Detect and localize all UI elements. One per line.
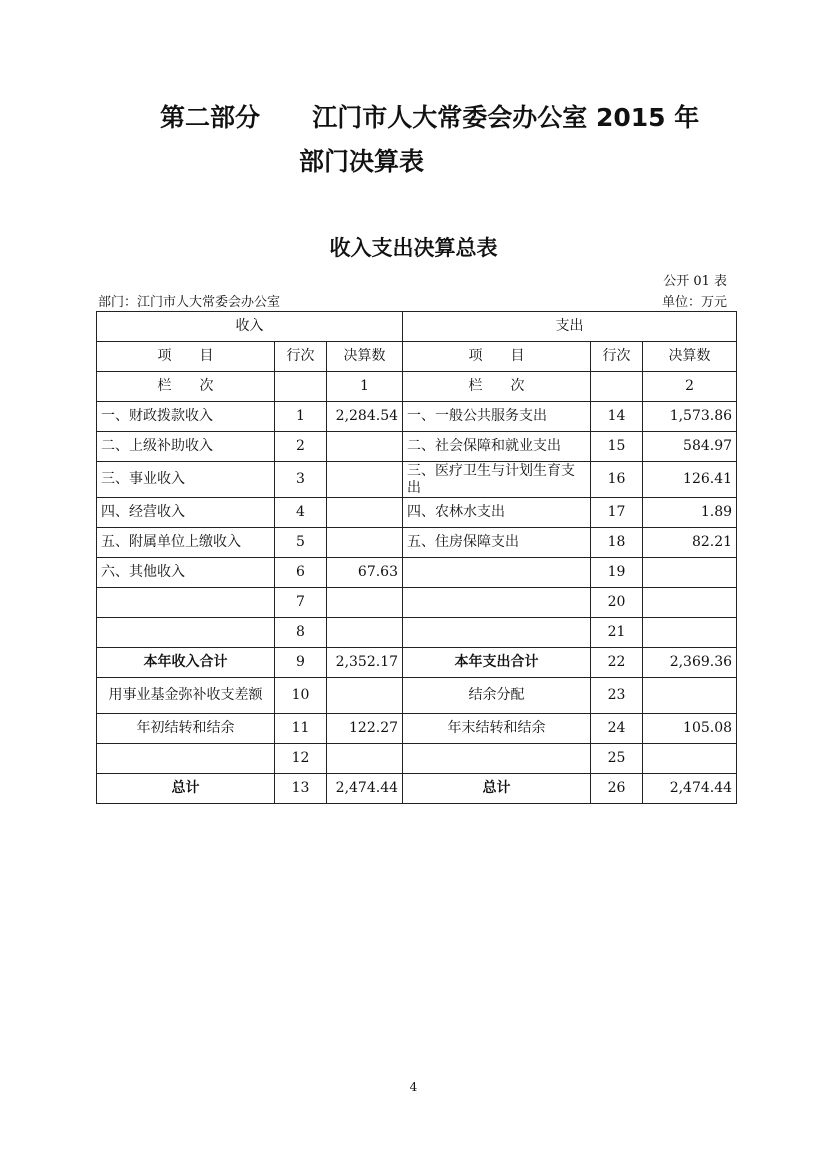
income-seq-label: 栏 次 (97, 372, 275, 402)
income-amount-cell (327, 498, 403, 528)
table-row (97, 648, 737, 678)
income-item-cell: 总计 (97, 774, 275, 804)
expense-item-cell: 五、住房保障支出 (403, 528, 591, 558)
income-line-cell: 3 (275, 462, 327, 498)
income-expense-table (96, 311, 737, 804)
expense-amount-cell: 1,573.86 (643, 402, 737, 432)
income-seq-blank (275, 372, 327, 402)
income-item-cell: 一、财政拨款收入 (97, 402, 275, 432)
expense-line-cell: 14 (591, 402, 643, 432)
income-amount-cell (327, 528, 403, 558)
heading-part: 第二部分 (160, 103, 261, 132)
income-amount-cell: 67.63 (327, 558, 403, 588)
expense-amount-cell (643, 744, 737, 774)
expense-line-cell: 22 (591, 648, 643, 678)
income-line-header: 行次 (275, 342, 327, 372)
page-number: 4 (409, 1080, 418, 1094)
expense-amount-cell: 105.08 (643, 714, 737, 744)
expense-amount-cell: 2,474.44 (643, 774, 737, 804)
expense-seq-number: 2 (643, 372, 737, 402)
income-line-cell: 8 (275, 618, 327, 648)
department-label: 部门：江门市人大常委会办公室 (98, 295, 281, 310)
income-item-cell (97, 618, 275, 648)
expense-line-cell: 17 (591, 498, 643, 528)
table-row (97, 714, 737, 744)
expense-item-cell: 一、一般公共服务支出 (403, 402, 591, 432)
table-row (97, 774, 737, 804)
heading-org-year: 江门市人大常委会办公室 2015 年 (312, 103, 700, 132)
income-amount-cell (327, 678, 403, 714)
expense-line-cell: 16 (591, 462, 643, 498)
income-item-cell: 六、其他收入 (97, 558, 275, 588)
income-amount-cell (327, 462, 403, 498)
income-item-cell (97, 588, 275, 618)
table-row (97, 462, 737, 498)
table-row (97, 498, 737, 528)
expense-header: 支出 (403, 312, 737, 342)
income-line-cell: 12 (275, 744, 327, 774)
income-amount-cell (327, 588, 403, 618)
income-line-cell: 10 (275, 678, 327, 714)
table-row (97, 618, 737, 648)
table-row (97, 588, 737, 618)
income-line-cell: 9 (275, 648, 327, 678)
form-code: 公开 01 表 (663, 274, 727, 289)
expense-amount-cell: 1.89 (643, 498, 737, 528)
income-amount-cell: 2,352.17 (327, 648, 403, 678)
expense-amount-cell: 2,369.36 (643, 648, 737, 678)
heading-subtitle: 部门决算表 (299, 147, 425, 176)
expense-item-cell (403, 744, 591, 774)
expense-item-cell: 结余分配 (403, 678, 591, 714)
expense-line-cell: 20 (591, 588, 643, 618)
expense-amount-cell (643, 678, 737, 714)
expense-line-cell: 15 (591, 432, 643, 462)
table-row (97, 558, 737, 588)
expense-item-header: 项 目 (403, 342, 591, 372)
column-seq-row (97, 372, 737, 402)
table-row (97, 402, 737, 432)
expense-item-cell: 年末结转和结余 (403, 714, 591, 744)
table-row (97, 528, 737, 558)
income-line-cell: 6 (275, 558, 327, 588)
expense-amount-cell: 584.97 (643, 432, 737, 462)
table-body (97, 402, 737, 804)
expense-item-cell (403, 588, 591, 618)
expense-amount-cell: 82.21 (643, 528, 737, 558)
table-title: 收入支出决算总表 (329, 236, 498, 260)
income-amount-header: 决算数 (327, 342, 403, 372)
expense-amount-cell (643, 618, 737, 648)
expense-line-cell: 25 (591, 744, 643, 774)
income-amount-cell (327, 744, 403, 774)
income-amount-cell: 2,284.54 (327, 402, 403, 432)
income-item-cell (97, 744, 275, 774)
expense-amount-cell: 126.41 (643, 462, 737, 498)
income-amount-cell: 2,474.44 (327, 774, 403, 804)
income-item-cell: 用事业基金弥补收支差额 (97, 678, 275, 714)
expense-item-cell: 总计 (403, 774, 591, 804)
table-row (97, 678, 737, 714)
expense-seq-label: 栏 次 (403, 372, 591, 402)
expense-amount-cell (643, 588, 737, 618)
expense-amount-cell (643, 558, 737, 588)
expense-line-cell: 23 (591, 678, 643, 714)
income-line-cell: 7 (275, 588, 327, 618)
expense-line-cell: 19 (591, 558, 643, 588)
income-item-cell: 本年收入合计 (97, 648, 275, 678)
income-item-header: 项 目 (97, 342, 275, 372)
income-item-cell: 二、上级补助收入 (97, 432, 275, 462)
unit-label: 单位：万元 (661, 295, 727, 310)
expense-seq-blank (591, 372, 643, 402)
section-header-row (97, 312, 737, 342)
expense-item-cell: 三、医疗卫生与计划生育支出 (403, 462, 591, 498)
table-row (97, 744, 737, 774)
expense-line-cell: 26 (591, 774, 643, 804)
income-line-cell: 1 (275, 402, 327, 432)
income-amount-cell: 122.27 (327, 714, 403, 744)
expense-item-cell (403, 618, 591, 648)
expense-item-cell: 四、农林水支出 (403, 498, 591, 528)
income-item-cell: 四、经营收入 (97, 498, 275, 528)
income-line-cell: 11 (275, 714, 327, 744)
income-line-cell: 4 (275, 498, 327, 528)
income-item-cell: 五、附属单位上缴收入 (97, 528, 275, 558)
expense-amount-header: 决算数 (643, 342, 737, 372)
income-amount-cell (327, 618, 403, 648)
table-row (97, 432, 737, 462)
expense-line-cell: 24 (591, 714, 643, 744)
expense-item-cell: 本年支出合计 (403, 648, 591, 678)
column-header-row (97, 342, 737, 372)
page-heading (160, 98, 699, 134)
income-line-cell: 13 (275, 774, 327, 804)
income-seq-number: 1 (327, 372, 403, 402)
income-line-cell: 2 (275, 432, 327, 462)
expense-line-cell: 21 (591, 618, 643, 648)
income-item-cell: 年初结转和结余 (97, 714, 275, 744)
income-amount-cell (327, 432, 403, 462)
expense-item-cell (403, 558, 591, 588)
expense-item-cell: 二、社会保障和就业支出 (403, 432, 591, 462)
expense-line-header: 行次 (591, 342, 643, 372)
income-item-cell: 三、事业收入 (97, 462, 275, 498)
income-line-cell: 5 (275, 528, 327, 558)
income-header: 收入 (97, 312, 403, 342)
expense-line-cell: 18 (591, 528, 643, 558)
